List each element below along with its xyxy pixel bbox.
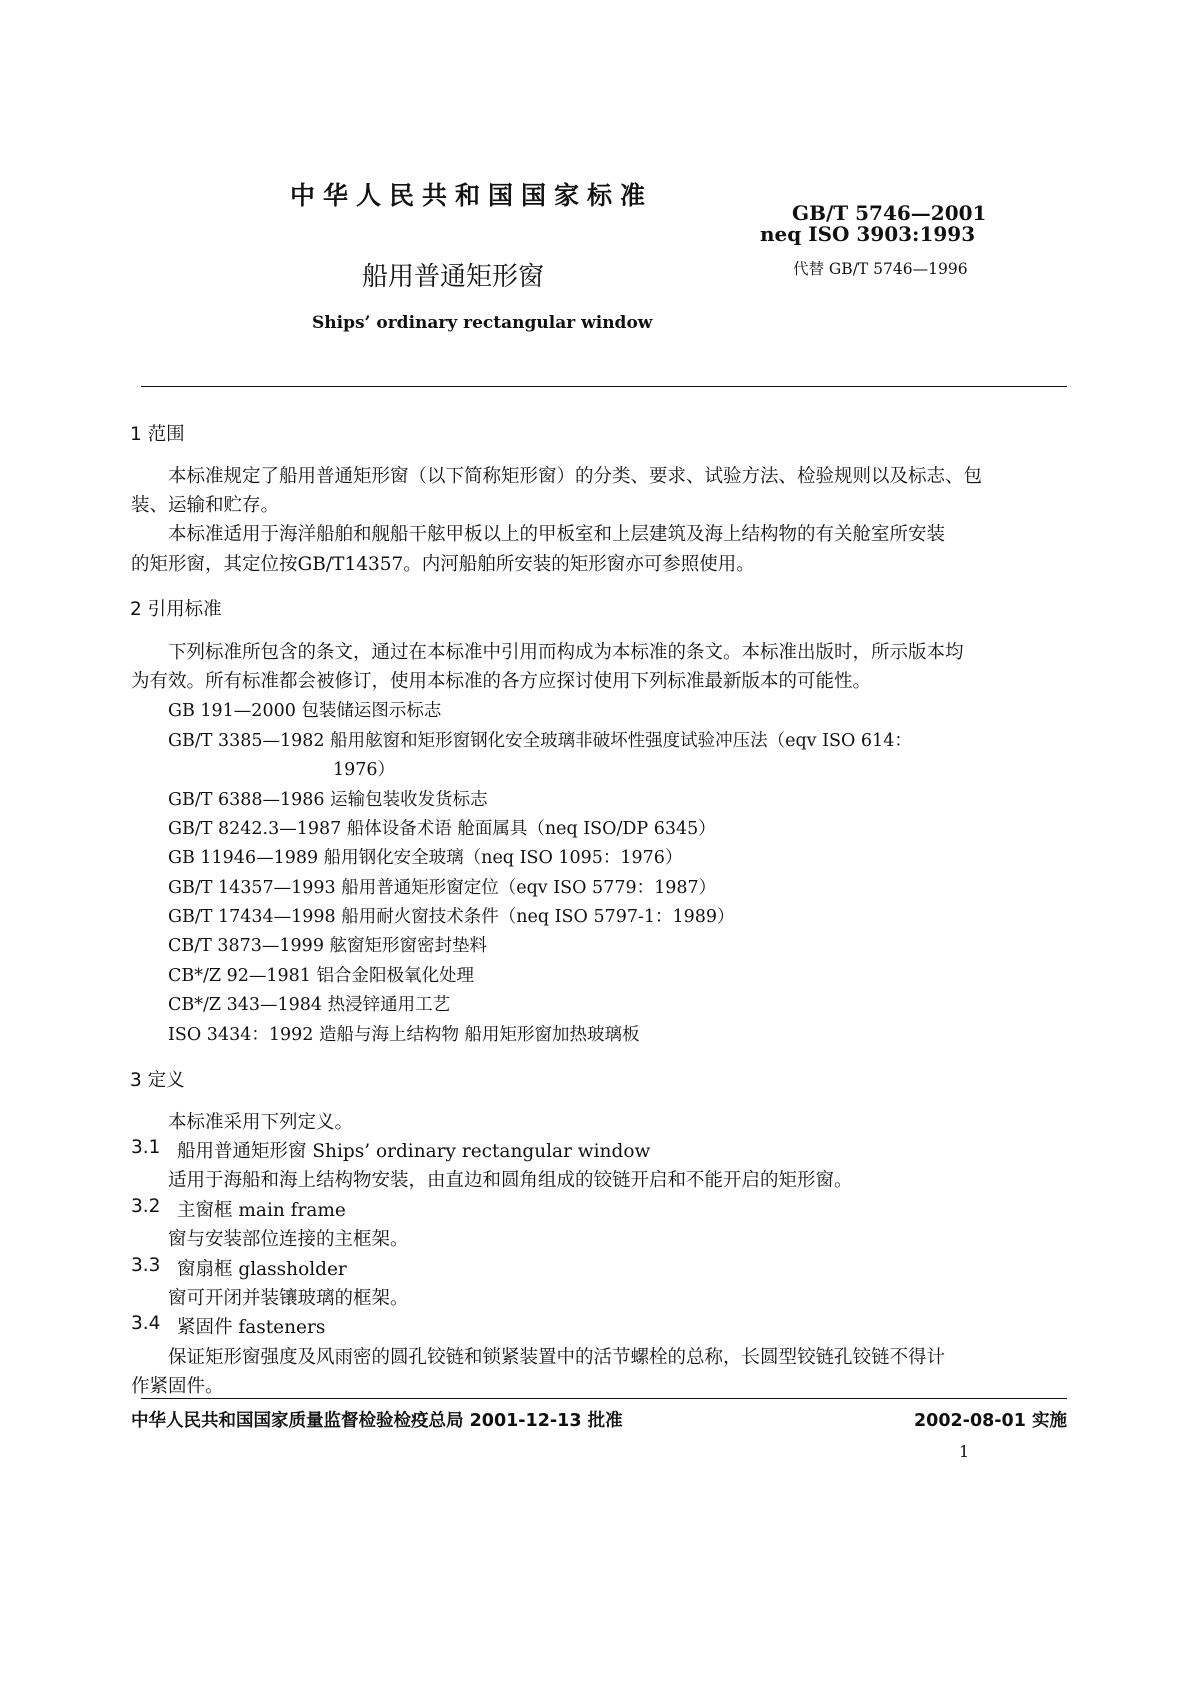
top-divider xyxy=(141,386,1067,387)
effective-date: 2002-08-01 实施 xyxy=(913,1411,1067,1431)
reference-item: GB/T 3385—1982 船用舷窗和矩形窗钢化安全玻璃非破坏性强度试验冲压法（eqv ISO 614： xyxy=(168,731,912,751)
reference-item: CB/T 3873—1999 舷窗矩形窗密封垫料 xyxy=(168,936,488,956)
section-2-heading: 2 引用标准 xyxy=(130,599,222,620)
definition-term: 船用普通矩形窗 Ships’ ordinary rectangular window xyxy=(177,1141,651,1162)
section-1-para-2-line-2: 的矩形窗，其定位按GB/T14357。内河船舶所安装的矩形窗亦可参照使用。 xyxy=(131,554,755,575)
reference-item: GB/T 8242.3—1987 船体设备术语 舱面属具（neq ISO/DP 6345） xyxy=(168,819,716,839)
definition-term: 紧固件 fasteners xyxy=(177,1317,326,1338)
reference-item: CB*/Z 343—1984 热浸锌通用工艺 xyxy=(168,995,451,1015)
standard-number: GB/T 5746—2001 xyxy=(792,201,987,225)
reference-item: GB/T 17434—1998 船用耐火窗技术条件（neq ISO 5797-1：1989） xyxy=(168,907,735,927)
definition-description: 窗可开闭并装镶玻璃的框架。 xyxy=(168,1288,409,1309)
reference-item: CB*/Z 92—1981 铝合金阳极氧化处理 xyxy=(168,966,474,986)
replaces-standard: 代替 GB/T 5746—1996 xyxy=(793,260,968,278)
definition-description-continuation: 作紧固件。 xyxy=(131,1376,224,1397)
reference-item: ISO 3434：1992 造船与海上结构物 船用矩形窗加热玻璃板 xyxy=(168,1025,640,1045)
bottom-divider xyxy=(141,1398,1067,1399)
reference-item-continuation: 1976） xyxy=(333,760,396,780)
section-2-para-line-1: 下列标准所包含的条文，通过在本标准中引用而构成为本标准的条文。本标准出版时，所示版本均 xyxy=(168,642,964,663)
definition-term: 窗扇框 glassholder xyxy=(177,1259,347,1280)
definition-number: 3.2 xyxy=(131,1196,161,1217)
definition-description: 保证矩形窗强度及风雨密的圆孔铰链和锁紧装置中的活节螺栓的总称，长圆型铰链孔铰链不得计 xyxy=(168,1347,946,1368)
definition-number: 3.4 xyxy=(131,1313,161,1334)
definition-number: 3.3 xyxy=(131,1255,161,1276)
section-1-para-1-line-2: 装、运输和贮存。 xyxy=(131,495,280,516)
section-3-heading: 3 定义 xyxy=(130,1070,185,1091)
section-2-para-line-2: 为有效。所有标准都会被修订，使用本标准的各方应探讨使用下列标准最新版本的可能性。 xyxy=(131,671,872,692)
national-standard-title: 中华人民共和国国家标准 xyxy=(290,181,654,210)
page-number: 1 xyxy=(959,1442,970,1461)
reference-item: GB 191—2000 包装储运图示标志 xyxy=(168,701,442,721)
document-title-cn: 船用普通矩形窗 xyxy=(362,262,545,292)
approval-line: 中华人民共和国国家质量监督检验检疫总局 2001-12-13 批准 xyxy=(131,1411,623,1431)
section-1-para-2-line-1: 本标准适用于海洋船舶和舰船干舷甲板以上的甲板室和上层建筑及海上结构物的有关舱室所安装 xyxy=(168,524,946,545)
definition-description: 窗与安装部位连接的主框架。 xyxy=(168,1229,409,1250)
section-3-intro: 本标准采用下列定义。 xyxy=(168,1112,354,1133)
definition-term: 主窗框 main frame xyxy=(177,1200,346,1221)
definition-number: 3.1 xyxy=(131,1137,161,1158)
reference-item: GB/T 14357—1993 船用普通矩形窗定位（eqv ISO 5779：1987） xyxy=(168,878,717,898)
definition-description: 适用于海船和海上结构物安装，由直边和圆角组成的铰链开启和不能开启的矩形窗。 xyxy=(168,1170,853,1191)
reference-item: GB/T 6388—1986 运输包装收发货标志 xyxy=(168,790,488,810)
reference-item: GB 11946—1989 船用钢化安全玻璃（neq ISO 1095：1976） xyxy=(168,848,683,868)
document-title-en: Ships’ ordinary rectangular window xyxy=(312,313,653,333)
neq-reference: neq ISO 3903:1993 xyxy=(760,222,976,246)
section-1-para-1-line-1: 本标准规定了船用普通矩形窗（以下简称矩形窗）的分类、要求、试验方法、检验规则以及标志、包 xyxy=(168,466,983,487)
section-1-heading: 1 范围 xyxy=(130,424,185,445)
